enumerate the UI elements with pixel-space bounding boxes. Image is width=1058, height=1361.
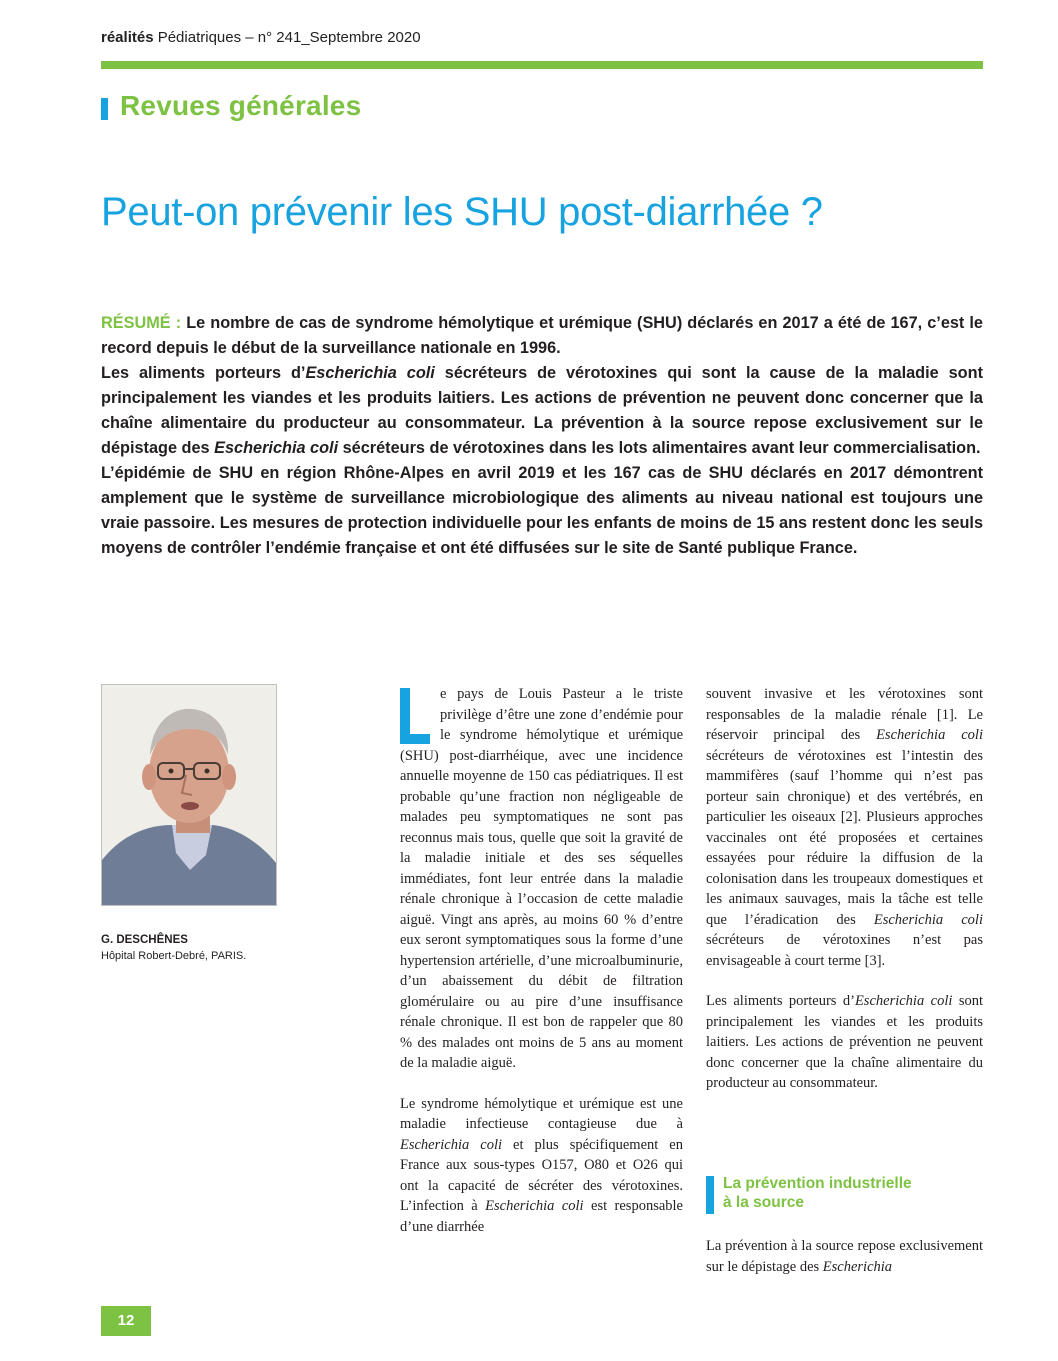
species-name: Escherichia coli <box>400 1136 503 1153</box>
body-text-4a: Les aliments porteurs d’ <box>706 993 855 1009</box>
journal-issue: Pédiatriques – n° 241_Septembre 2020 <box>153 29 421 46</box>
author-name: G. DESCHÊNES <box>101 934 188 946</box>
body-column-2 <box>706 684 983 1114</box>
abstract-paragraph-1 <box>101 311 983 361</box>
body-paragraph-1 <box>400 684 683 1074</box>
species-name: Escherichia coli <box>854 993 953 1009</box>
body-text-3c: sécréteurs de vérotoxines n’est pas envisageable à court terme [3]. <box>706 932 983 969</box>
drop-cap-letter <box>400 688 432 744</box>
header-rule <box>101 61 983 69</box>
species-name: Escherichia coli <box>876 727 983 743</box>
body-text-4b: sont principalement les viandes et les produits laitiers. Les actions de prévention ne peuvent donc concerner que la chaîne alimentaire du producteur au consommateur. <box>706 993 983 1091</box>
body-paragraph-5 <box>706 1236 983 1277</box>
species-name: Escherichia coli <box>485 1198 584 1214</box>
subheading-line-1: La prévention industrielle <box>723 1175 912 1192</box>
author-affiliation: Hôpital Robert-Debré, PARIS. <box>101 950 247 962</box>
subheading-marker <box>706 1176 714 1214</box>
abstract-species-2: Escherichia coli <box>214 439 339 457</box>
body-text-2c: est responsable d’une diarrhée <box>400 1198 683 1235</box>
subheading-line-2: à la source <box>723 1194 804 1211</box>
body-column-1 <box>400 684 683 1257</box>
journal-header <box>101 29 421 46</box>
author-portrait-image <box>102 685 276 905</box>
abstract-lead: RÉSUMÉ : <box>101 314 182 332</box>
subheading <box>706 1174 983 1214</box>
abstract-species-1: Escherichia coli <box>305 364 435 382</box>
body-paragraph-3 <box>706 684 983 971</box>
body-text-3b: sécréteurs de vérotoxines est l’intestin des mammifères (sauf l’homme qui n’est pas porteur sain chronique) et des vertébrés, en particulier les oiseaux [2]. Plusieurs approches vaccinales ont été proposées et certaines essayées pour réduire la diffusion de la colonisation dans les troupeaux domestiques et les animaux sauvages, mais la tâche est telle que l’éradication des <box>706 747 983 928</box>
body-text-1: e pays de Louis Pasteur a le triste privilège d’être une zone d’endémie pour le syndrome hémolytique et urémique (SHU) post-diarrhéique, avec une incidence annuelle moyenne de 150 cas pédiatriques. Il est probable qu’une fraction non négligeable de malades peu symptomatiques ne sont pas reconnus mais tous, quelle que soit la gravité de la maladie initiale et des ses séquelles immédiates, font leur entrée dans la maladie rénale chronique à l’occasion de cette maladie aiguë. Vingt ans après, au moins 60 % d’entre eux seront symptomatiques sous la forme d’une hypertension artérielle, d’une microalbuminurie, d’un abaissement du débit de filtration glomérulaire ou au pire d’une insuffisance rénale chronique. Il est bon de rappeler que 80 % des malades ont moins de 5 ans au moment de la maladie aiguë. <box>400 686 683 1071</box>
body-text-2a: Le syndrome hémolytique et urémique est une maladie infectieuse contagieuse due à <box>400 1095 683 1132</box>
body-text-5a: La prévention à la source repose exclusivement sur le dépistage des <box>706 1238 983 1275</box>
page-number: 12 <box>101 1306 151 1336</box>
abstract-text-2a: Les aliments porteurs d’ <box>101 364 306 382</box>
abstract-paragraph-2 <box>101 361 983 461</box>
section-title: Revues générales <box>120 90 362 121</box>
abstract <box>101 311 983 561</box>
body-text-3a: souvent invasive et les vérotoxines sont responsables de la maladie rénale [1]. Le réservoir principal des <box>706 686 983 743</box>
abstract-paragraph-3: L’épidémie de SHU en région Rhône-Alpes en avril 2019 et les 167 cas de SHU déclarés en 2017 démontrent amplement que le système de surveillance microbiologique des aliments au niveau national est toujours une vraie passoire. Les mesures de protection individuelle pour les enfants de moins de 15 ans restent donc les seuls moyens de contrôler l’endémie française et ont été diffusées sur le site de Santé publique France. <box>101 464 983 557</box>
subheading-text <box>723 1174 983 1212</box>
body-text-2b: et plus spécifiquement en France aux sous-types O157, O80 et O26 qui ont la capacité de sécréter des vérotoxines. L’infection à <box>400 1136 683 1214</box>
abstract-text-2c: sécréteurs de vérotoxines dans les lots alimentaires avant leur commercialisation. <box>338 439 981 457</box>
species-name: Escherichia coli <box>873 911 983 928</box>
journal-name: réalités <box>101 29 154 46</box>
body-paragraph-4 <box>706 991 983 1094</box>
article-title: Peut-on prévenir les SHU post-diarrhée ? <box>101 190 823 234</box>
species-name: Escherichia <box>822 1258 893 1275</box>
body-column-2-continued <box>706 1236 983 1297</box>
abstract-text-2b: sécréteurs de vérotoxines qui sont la cause de la maladie sont principalement les viandes et les produits laitiers. Les actions de prévention ne peuvent donc concerner que la chaîne alimentaire du producteur au consommateur. La prévention à la source repose exclusivement sur le dépistage des <box>101 364 983 457</box>
section-marker <box>101 98 108 120</box>
abstract-text-1: Le nombre de cas de syndrome hémolytique et urémique (SHU) déclarés en 2017 a été de 167, c’est le record depuis le début de la surveillance nationale en 1996. <box>101 314 983 357</box>
body-paragraph-2 <box>400 1094 683 1238</box>
author-photo <box>101 684 277 906</box>
